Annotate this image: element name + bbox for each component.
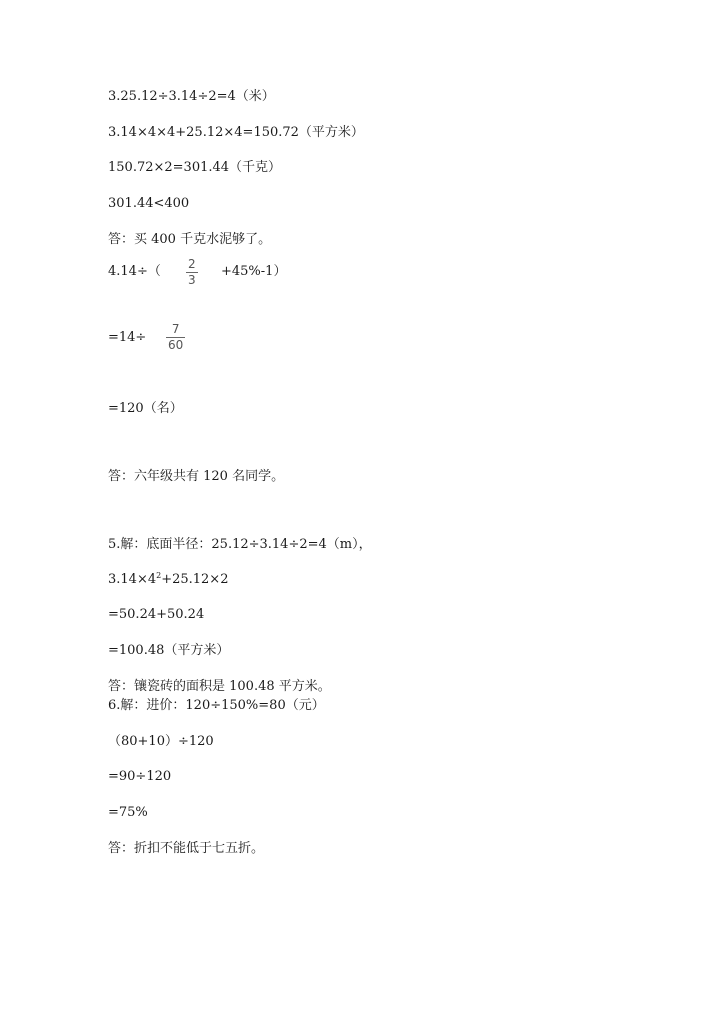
q3-line-1: 3.25.12÷3.14÷2=4（米）: [108, 89, 275, 104]
q5-line-3: =50.24+50.24: [108, 607, 205, 622]
q5-line-2-base: 3.14×4: [108, 572, 157, 587]
fraction-numerator: 2: [188, 257, 196, 271]
fraction-denominator: 3: [188, 273, 196, 287]
q4-line-3: =120（名）: [108, 401, 183, 416]
q4-fraction-seven-sixtieths: [166, 323, 185, 352]
q5-line-1: 5.解：底面半径：25.12÷3.14÷2=4（m），: [108, 537, 372, 552]
q5-line-4: =100.48（平方米）: [108, 643, 230, 658]
q5-line-2-rest: +25.12×2: [161, 572, 229, 587]
q3-line-2: 3.14×4×4+25.12×4=150.72（平方米）: [108, 125, 364, 140]
q5-line-2-exponent: 2: [156, 571, 162, 580]
q3-answer: 答：买 400 千克水泥够了。: [108, 232, 272, 247]
q5-answer: 答：镶瓷砖的面积是 100.48 平方米。: [108, 679, 331, 694]
q4-line-1-suffix: +45%-1）: [221, 264, 287, 279]
q4-line-1-prefix: 4.14÷（: [108, 264, 161, 279]
q3-line-4: 301.44<400: [108, 196, 190, 211]
q5-line-2: [108, 572, 228, 588]
q6-answer: 答：折扣不能低于七五折。: [108, 841, 265, 856]
q4-fraction-two-thirds: [186, 258, 198, 287]
q6-line-2: （80+10）÷120: [108, 734, 214, 749]
q6-line-3: =90÷120: [108, 769, 172, 784]
q6-line-4: =75%: [108, 805, 148, 820]
q6-line-1: 6.解：进价：120÷150%=80（元）: [108, 698, 325, 713]
q4-line-2-prefix: =14÷: [108, 330, 147, 345]
fraction-denominator: 60: [168, 338, 184, 352]
q3-line-3: 150.72×2=301.44（千克）: [108, 160, 282, 175]
fraction-numerator: 7: [171, 322, 180, 336]
q4-answer: 答：六年级共有 120 名同学。: [108, 469, 285, 484]
